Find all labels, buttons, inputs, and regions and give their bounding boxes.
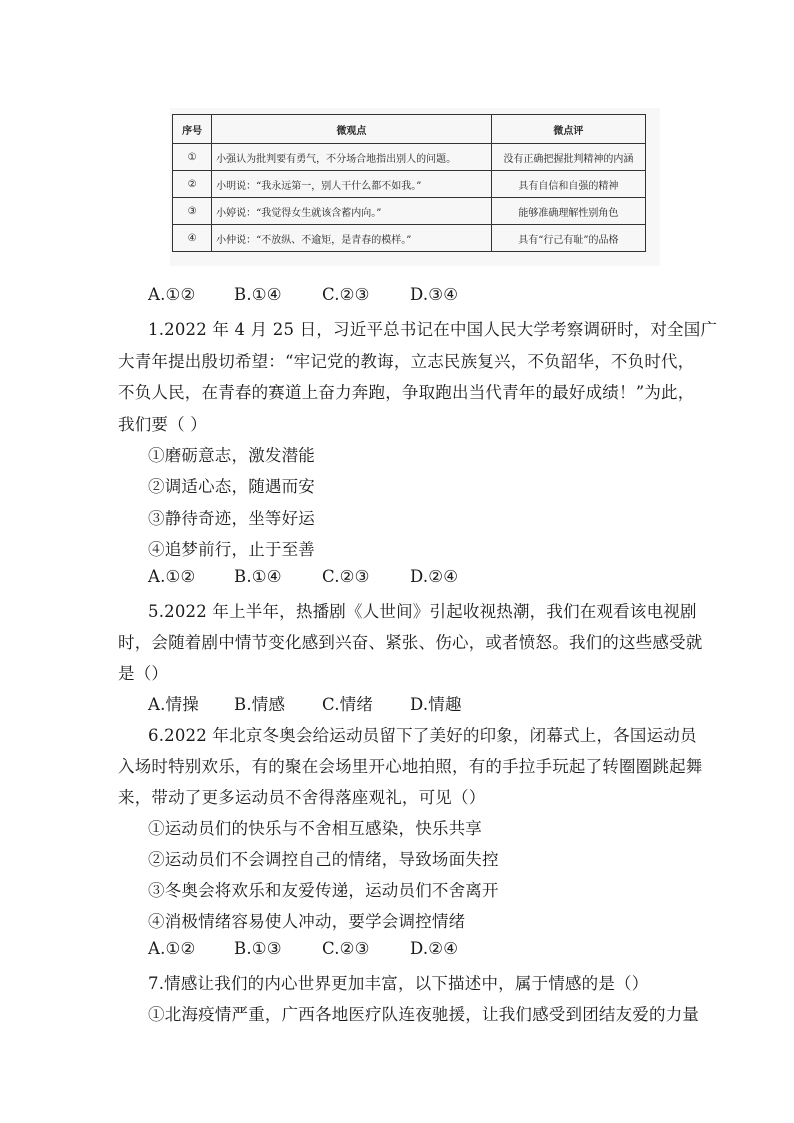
header-index: 序号 [173,115,212,144]
q1-stem-line: 大青年提出殷切希望：“牢记党的教诲，立志民族复兴，不负韶华，不负时代， [118,352,695,371]
option-b[interactable]: B.①④ [234,285,282,304]
option-b[interactable]: B.①④ [234,567,282,586]
table-row [173,171,646,198]
q1-stem-line: 我们要（ ） [118,415,207,434]
option-c[interactable]: C.②③ [322,567,370,586]
q6-stem-line: 6.2022 年北京冬奥会给运动员留下了美好的印象，闭幕式上，各国运动员 [148,726,697,745]
q6-options [148,939,458,958]
q6-stem-line: 入场时特别欢乐，有的聚在会场里开心地拍照，有的手拉手玩起了转圈圈跳起舞 [118,757,703,776]
q6-stem-line: 来，带动了更多运动员不舍得落座观礼，可见（） [118,788,486,807]
q1-stem-line: 1.2022 年 4 月 25 日，习近平总书记在中国人民大学考察调研时，对全国广 [148,320,718,339]
q1-item: ②调适心态，随遇而安 [148,477,315,496]
prev-question-options [148,285,458,304]
option-c[interactable]: C.②③ [322,285,370,304]
q5-stem-line: 5.2022 年上半年，热播剧《人世间》引起收视热潮，我们在观看该电视剧 [148,602,697,621]
q6-item: ②运动员们不会调控自己的情绪，导致场面失控 [148,850,499,869]
q1-item: ①磨砺意志，激发潜能 [148,446,315,465]
q1-stem-line: 不负人民，在青春的赛道上奋力奔跑，争取跑出当代青年的最好成绩！”为此， [118,383,695,402]
table-cell-viewpoint: 小婷说：“我觉得女生就该含蓄内向。” [212,198,492,225]
table-cell-index: ① [173,144,212,171]
table-cell-viewpoint: 小强认为批判要有勇气，不分场合地指出别人的问题。 [212,144,492,171]
q5-stem-line: 时，会随着剧中情节变化感到兴奋、紧张、伤心，或者愤怒。我们的这些感受就 [118,633,703,652]
q7-item: ①北海疫情严重，广西各地医疗队连夜驰援，让我们感受到团结友爱的力量 [148,1005,700,1024]
header-comment: 微点评 [491,115,645,144]
q5-stem-line: 是（） [118,664,169,683]
table-row [173,198,646,225]
header-viewpoint: 微观点 [212,115,492,144]
table-row [173,225,646,252]
option-a[interactable]: A.情操 [148,695,199,714]
table-cell-viewpoint: 小明说：“我永远第一，别人干什么都不如我。” [212,171,492,198]
q5-options [148,691,462,715]
table-cell-index: ② [173,171,212,198]
table-cell-comment: 没有正确把握批判精神的内涵 [491,144,645,171]
viewpoint-table [172,114,646,252]
q7-stem-line: 7.情感让我们的内心世界更加丰富，以下描述中，属于情感的是（） [148,974,649,993]
option-c[interactable]: C.情绪 [322,695,374,714]
option-d[interactable]: D.情趣 [410,695,462,714]
q1-options [148,567,458,586]
option-b[interactable]: B.情感 [234,695,286,714]
option-d[interactable]: D.②④ [410,567,459,586]
table-row [173,144,646,171]
option-a[interactable]: A.①② [148,285,196,304]
q6-item: ①运动员们的快乐与不舍相互感染，快乐共享 [148,819,482,838]
option-c[interactable]: C.②③ [322,939,370,958]
table-cell-index: ③ [173,198,212,225]
table-cell-comment: 具有“行己有耻”的品格 [491,225,645,252]
table-cell-viewpoint: 小仲说：“不放纵、不逾矩，是青春的模样。” [212,225,492,252]
table-cell-index: ④ [173,225,212,252]
q6-item: ④消极情绪容易使人冲动，要学会调控情绪 [148,912,466,931]
option-b[interactable]: B.①③ [234,939,282,958]
option-a[interactable]: A.①② [148,939,196,958]
q6-item: ③冬奥会将欢乐和友爱传递，运动员们不舍离开 [148,881,499,900]
option-d[interactable]: D.③④ [410,285,459,304]
option-d[interactable]: D.②④ [410,939,459,958]
table-header-row [173,115,646,144]
q1-item: ③静待奇迹，坐等好运 [148,509,315,528]
q1-item: ④追梦前行，止于至善 [148,540,315,559]
option-a[interactable]: A.①② [148,567,196,586]
table-cell-comment: 具有自信和自强的精神 [491,171,645,198]
table-cell-comment: 能够准确理解性别角色 [491,198,645,225]
